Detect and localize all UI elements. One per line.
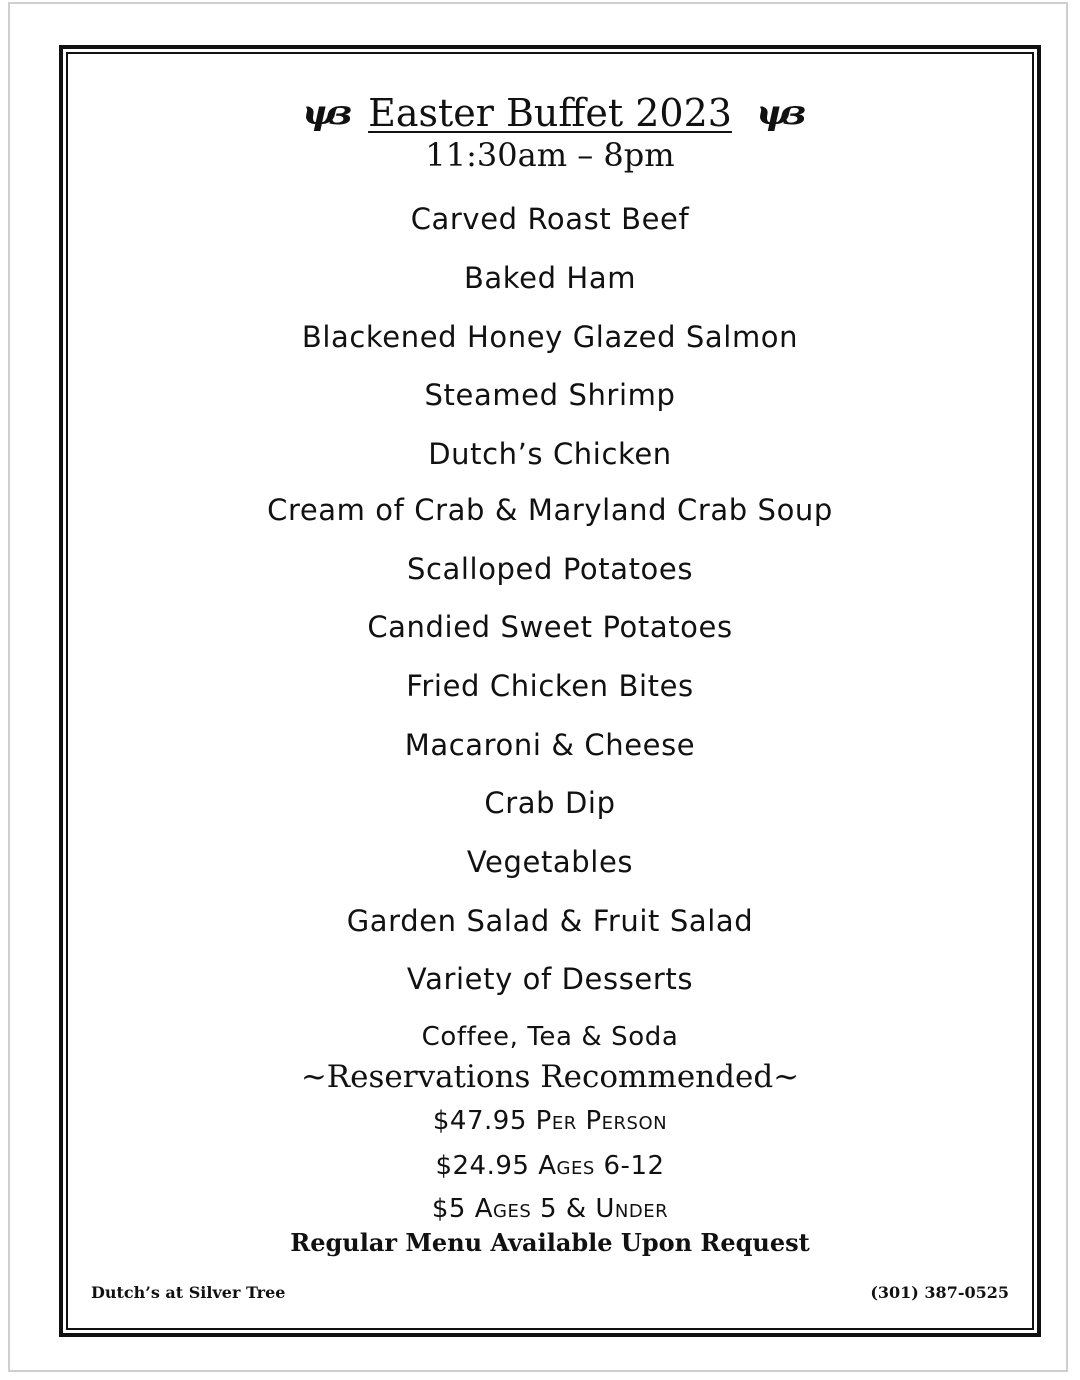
- menu-item: Cream of Crab & Maryland Crab Soup: [267, 493, 833, 527]
- menu-item: Scalloped Potatoes: [406, 552, 694, 586]
- regular-menu-note: Regular Menu Available Upon Request: [290, 1228, 810, 1257]
- buffet-hours: 11:30am – 8pm: [425, 136, 675, 174]
- price-line: [63, 1103, 1037, 1139]
- menu-item: Macaroni & Cheese: [404, 728, 696, 762]
- restaurant-name: Dutch’s at Silver Tree: [91, 1283, 286, 1302]
- title-row: [63, 87, 1037, 139]
- menu-item: Variety of Desserts: [406, 962, 694, 996]
- phone-number: (301) 387-0525: [870, 1283, 1009, 1302]
- fleuron-ornament-icon: ψз: [756, 93, 798, 133]
- menu-item: Garden Salad & Fruit Salad: [346, 904, 754, 938]
- page-title: Easter Buffet 2023: [368, 91, 732, 135]
- menu-content: [63, 49, 1037, 1333]
- menu-item: Candied Sweet Potatoes: [367, 610, 733, 644]
- price-amount: $47.95: [432, 1106, 527, 1136]
- menu-frame: [59, 45, 1041, 1337]
- price-label: Per Person: [535, 1106, 668, 1136]
- menu-item: Blackened Honey Glazed Salmon: [301, 320, 799, 354]
- menu-item: Steamed Shrimp: [424, 378, 676, 412]
- menu-item: Coffee, Tea & Soda: [421, 1022, 679, 1052]
- menu-item: Crab Dip: [484, 786, 616, 820]
- price-label: Ages 6-12: [538, 1151, 665, 1181]
- price-line: [63, 1148, 1037, 1184]
- price-amount: $5: [431, 1194, 466, 1224]
- page: [8, 2, 1068, 1372]
- menu-item: Carved Roast Beef: [410, 202, 690, 236]
- menu-item: Baked Ham: [463, 261, 637, 295]
- price-amount: $24.95: [435, 1151, 530, 1181]
- fleuron-ornament-icon: ψз: [302, 93, 344, 133]
- menu-item: Fried Chicken Bites: [406, 669, 694, 703]
- reservations-note: ~Reservations Recommended~: [300, 1059, 800, 1095]
- menu-item: Dutch’s Chicken: [428, 437, 672, 471]
- price-line: [63, 1191, 1037, 1227]
- price-label: Ages 5 & Under: [474, 1194, 669, 1224]
- menu-item: Vegetables: [466, 845, 634, 879]
